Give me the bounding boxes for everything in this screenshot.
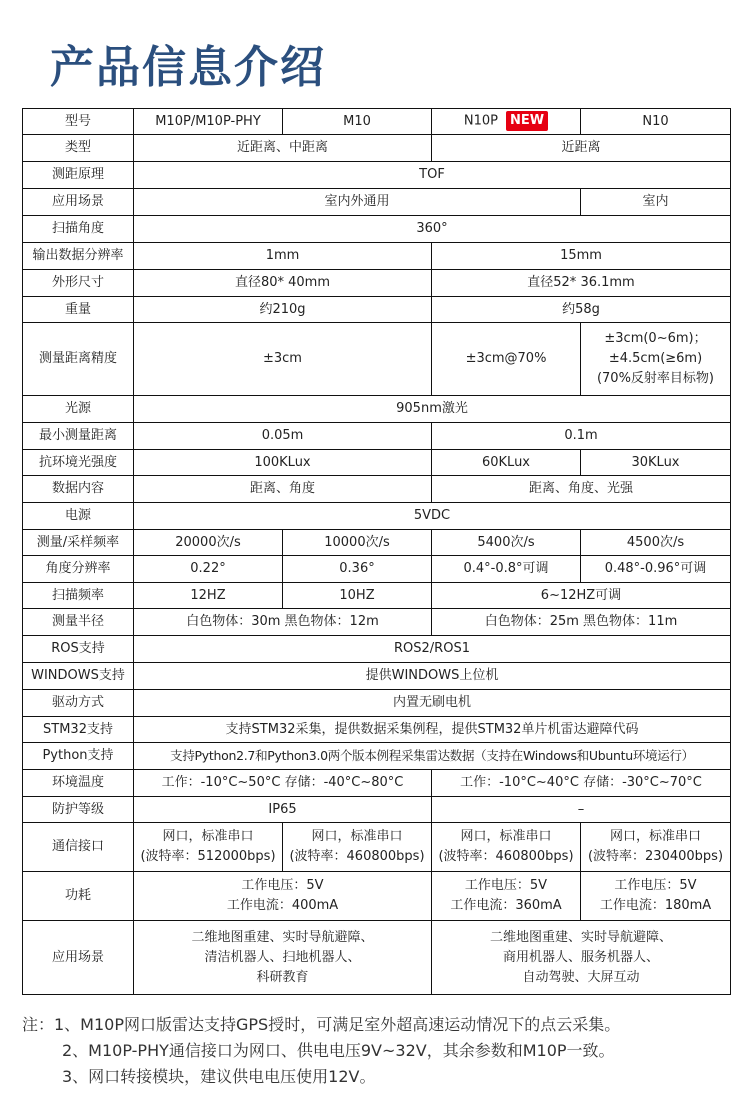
table-row-weight [23, 297, 731, 323]
cell-line: 网口，标准串口 [609, 829, 701, 844]
row-label: 驱动方式 [23, 690, 134, 717]
row-label: Python支持 [23, 743, 134, 770]
row-label: 类型 [23, 135, 134, 162]
table-row-applications [23, 921, 731, 995]
row-label: STM32支持 [23, 717, 134, 743]
cell-value: 12HZ [134, 583, 283, 609]
table-row-ros [23, 636, 731, 663]
cell-value: 白色物体：25m 黑色物体：11m [432, 609, 731, 636]
table-row-ambient [23, 450, 731, 476]
cell-line: (波特率：230400bps) [587, 849, 724, 864]
table-row-resolution [23, 243, 731, 270]
cell-value: IP65 [134, 797, 432, 823]
table-row-sample-rate [23, 530, 731, 556]
table-row-power-source [23, 503, 731, 530]
table-row-principle [23, 162, 731, 189]
cell-value [134, 823, 283, 872]
table-row-data-content [23, 476, 731, 503]
cell-value: 直径80* 40mm [134, 270, 432, 297]
row-label: 测量半径 [23, 609, 134, 636]
table-row-comm [23, 823, 731, 872]
row-label: 扫描频率 [23, 583, 134, 609]
new-badge: NEW [506, 111, 548, 131]
cell-value: 0.36° [283, 556, 432, 583]
model-n10p-name: N10P [463, 113, 498, 129]
table-row-protection [23, 797, 731, 823]
cell-value [432, 872, 581, 921]
cell-value: 60KLux [432, 450, 581, 476]
cell-value: 距离、角度、光强 [432, 476, 731, 503]
row-label: 应用场景 [23, 921, 134, 995]
cell-value: 20000次/s [134, 530, 283, 556]
note-1: 注：1、M10P网口版雷达支持GPS授时，可满足室外超高速运动情况下的点云采集。 [22, 1015, 621, 1034]
cell-line: 网口，标准串口 [162, 829, 254, 844]
cell-value: 360° [134, 216, 731, 243]
cell-value: 1mm [134, 243, 432, 270]
row-label: WINDOWS支持 [23, 663, 134, 690]
cell-value: 0.05m [134, 423, 432, 450]
cell-line: 工作电流：360mA [450, 898, 562, 913]
cell-value [134, 872, 432, 921]
cell-value: 白色物体：30m 黑色物体：12m [134, 609, 432, 636]
cell-line: 工作电压：5V [241, 878, 324, 893]
note-3: 3、网口转接模块，建议供电电压使用12V。 [62, 1067, 376, 1086]
table-row-size [23, 270, 731, 297]
row-label: 功耗 [23, 872, 134, 921]
cell-value: 支持Python2.7和Python3.0两个版本例程采集雷达数据（支持在Windows和Ubuntu环境运行） [134, 743, 731, 770]
notes [22, 1012, 742, 1090]
cell-value: 5400次/s [432, 530, 581, 556]
cell-value: 工作：-10°C~50°C 存储：-40°C~80°C [134, 770, 432, 797]
table-row-light [23, 396, 731, 423]
row-label: 型号 [23, 109, 134, 135]
cell-value: 10000次/s [283, 530, 432, 556]
model-m10p: M10P/M10P-PHY [134, 109, 283, 135]
cell-value: 4500次/s [581, 530, 731, 556]
cell-value: 905nm激光 [134, 396, 731, 423]
cell-line: 工作电压：5V [464, 878, 548, 893]
table-row-model [23, 109, 731, 135]
cell-value [581, 823, 731, 872]
row-label: 抗环境光强度 [23, 450, 134, 476]
cell-value [134, 921, 432, 995]
row-label: 扫描角度 [23, 216, 134, 243]
cell-value: 工作：-10°C~40°C 存储：-30°C~70°C [432, 770, 731, 797]
row-label: 数据内容 [23, 476, 134, 503]
note-2: 2、M10P-PHY通信接口为网口、供电电压9V~32V，其余参数和M10P一致。 [62, 1041, 615, 1060]
table-row-angle [23, 216, 731, 243]
cell-value: 提供WINDOWS上位机 [134, 663, 731, 690]
row-label: 通信接口 [23, 823, 134, 872]
row-label: 测量距离精度 [23, 323, 134, 396]
row-label: 光源 [23, 396, 134, 423]
page-title: 产品信息介绍 [50, 42, 326, 93]
row-label: 输出数据分辨率 [23, 243, 134, 270]
cell-value: 室内 [581, 189, 731, 216]
cell-value: 30KLux [581, 450, 731, 476]
spec-table [22, 108, 731, 995]
cell-value: 约58g [432, 297, 731, 323]
table-row-min-distance [23, 423, 731, 450]
cell-line: (波特率：460800bps) [438, 849, 574, 864]
cell-value: 15mm [432, 243, 731, 270]
cell-line: ±4.5cm(≥6m) [608, 351, 703, 366]
cell-value: 0.1m [432, 423, 731, 450]
model-n10p [432, 109, 581, 135]
table-row-scene [23, 189, 731, 216]
table-row-python [23, 743, 731, 770]
cell-value: 0.22° [134, 556, 283, 583]
cell-value: 100KLux [134, 450, 432, 476]
cell-value: 内置无刷电机 [134, 690, 731, 717]
table-row-drive [23, 690, 731, 717]
cell-value [432, 921, 731, 995]
cell-value: 室内外通用 [134, 189, 581, 216]
cell-line: 工作电压：5V [614, 878, 697, 893]
cell-value: 近距离 [432, 135, 731, 162]
table-row-angle-res [23, 556, 731, 583]
cell-line: 工作电流：180mA [599, 898, 712, 913]
cell-value: ROS2/ROS1 [134, 636, 731, 663]
cell-line: 网口，标准串口 [311, 829, 403, 844]
cell-value: ±3cm [134, 323, 432, 396]
cell-line: ±3cm(0~6m)； [604, 331, 707, 346]
table-row-temperature [23, 770, 731, 797]
row-label: 角度分辨率 [23, 556, 134, 583]
table-row-radius [23, 609, 731, 636]
cell-line: (波特率：460800bps) [289, 849, 425, 864]
cell-line: 科研教育 [256, 969, 309, 985]
cell-line: 二维地图重建、实时导航避障、 [489, 929, 672, 945]
cell-value: 约210g [134, 297, 432, 323]
table-row-stm32 [23, 717, 731, 743]
cell-value: 支持STM32采集，提供数据采集例程，提供STM32单片机雷达避障代码 [134, 717, 731, 743]
cell-line: 自动驾驶、大屏互动 [522, 969, 640, 985]
cell-value: 距离、角度 [134, 476, 432, 503]
cell-value [283, 823, 432, 872]
cell-value [581, 323, 731, 396]
row-label: 应用场景 [23, 189, 134, 216]
cell-line: 清洁机器人、扫地机器人、 [204, 949, 361, 965]
row-label: 防护等级 [23, 797, 134, 823]
cell-line: (波特率：512000bps) [140, 849, 276, 864]
cell-value: ±3cm@70% [432, 323, 581, 396]
cell-value: 5VDC [134, 503, 731, 530]
row-label: 外形尺寸 [23, 270, 134, 297]
cell-value: 6~12HZ可调 [432, 583, 731, 609]
cell-value: TOF [134, 162, 731, 189]
model-n10: N10 [581, 109, 731, 135]
cell-value: 直径52* 36.1mm [432, 270, 731, 297]
cell-value: 0.4°-0.8°可调 [432, 556, 581, 583]
cell-value [581, 872, 731, 921]
row-label: 环境温度 [23, 770, 134, 797]
model-m10: M10 [283, 109, 432, 135]
table-row-type [23, 135, 731, 162]
cell-line: 二维地图重建、实时导航避障、 [191, 929, 374, 945]
row-label: 测量/采样频率 [23, 530, 134, 556]
row-label: ROS支持 [23, 636, 134, 663]
cell-line: 工作电流：400mA [226, 898, 339, 913]
row-label: 电源 [23, 503, 134, 530]
cell-line: 网口，标准串口 [460, 829, 552, 844]
cell-value [432, 823, 581, 872]
cell-value: 10HZ [283, 583, 432, 609]
row-label: 重量 [23, 297, 134, 323]
row-label: 测距原理 [23, 162, 134, 189]
row-label: 最小测量距离 [23, 423, 134, 450]
cell-line: 商用机器人、服务机器人、 [502, 949, 659, 965]
cell-value: 近距离、中距离 [134, 135, 432, 162]
cell-value: 0.48°-0.96°可调 [581, 556, 731, 583]
table-row-consumption [23, 872, 731, 921]
cell-line: (70%反射率目标物) [596, 371, 715, 386]
table-row-scan-freq [23, 583, 731, 609]
table-row-windows [23, 663, 731, 690]
cell-value: – [432, 797, 731, 823]
table-row-accuracy [23, 323, 731, 396]
